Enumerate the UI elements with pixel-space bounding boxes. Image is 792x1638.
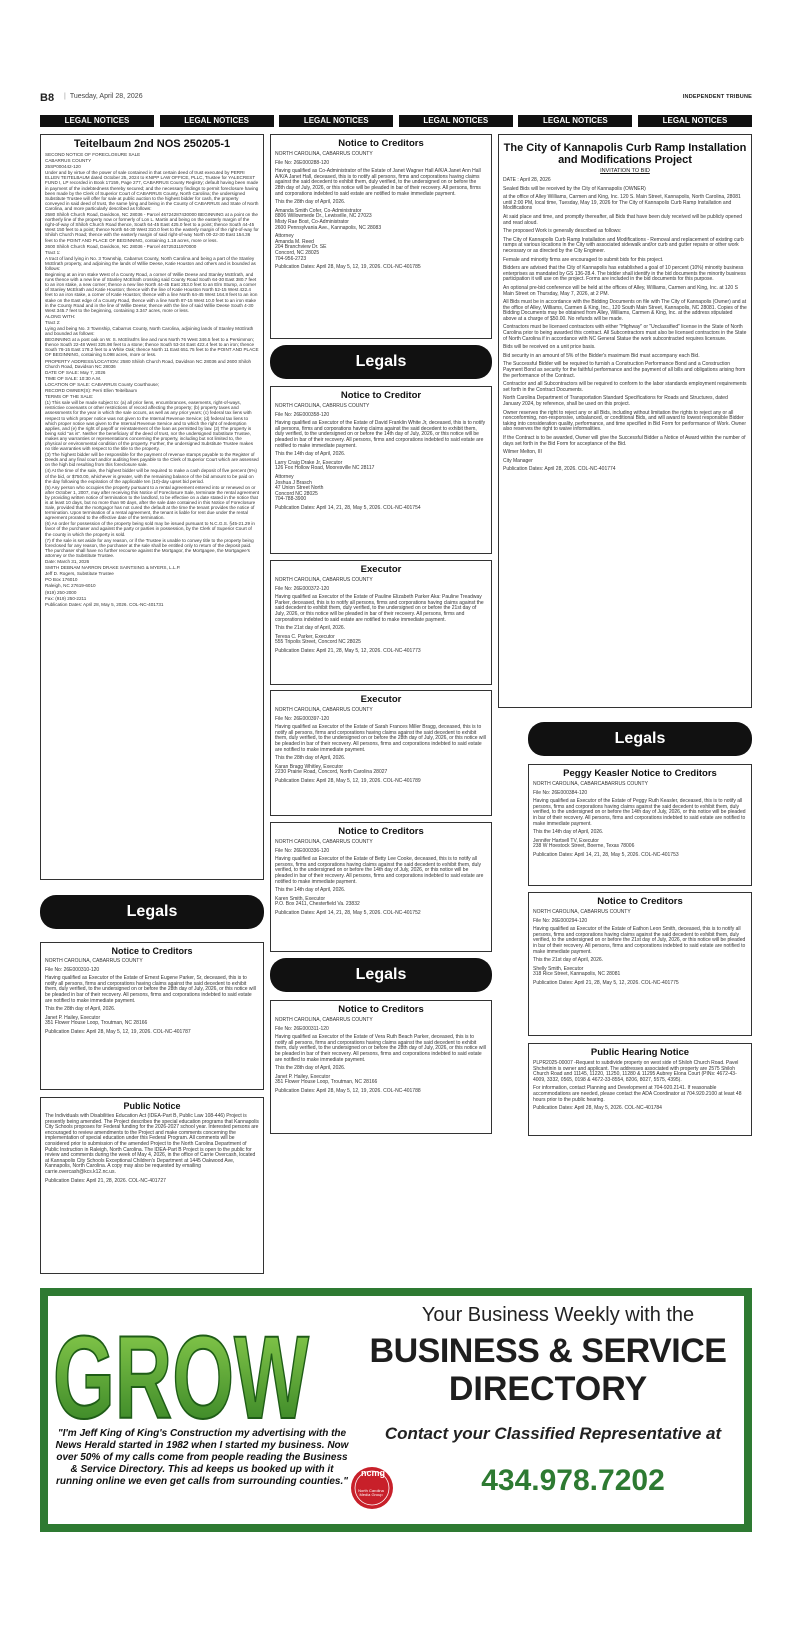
notice-paragraph: at the office of Alley Williams, Carmen and King, Inc. 120 S. Main Street, Kannapolis, North Carolina, 28081 until 2:00 PM, local time, Tuesday, May 19, 2026 for The City of Kannapolis Curb Ramp Installation and Modifications (503, 194, 741, 212)
notice-paragraph: File No: 26E000384-120 (533, 789, 588, 796)
notice-paragraph: NORTH CAROLINA, CABRRUS COUNTY (275, 403, 370, 409)
notice-paragraph: Janet P. Hailey, Executor 351 Flower House Loop, Troutman, NC 28166 (275, 1073, 378, 1086)
notice-paragraph: This the 21st day of April, 2026. (533, 957, 604, 964)
notice-body (45, 152, 259, 607)
notice-paragraph: Having qualified as Executor of the Estate of Ernest Eugene Parker, Sr, deceased, this is to notify all persons, firms and corporations having claims against the said decedent to exhibit them, duly verified, to the undersigned on or before the 28th day of July, 2026, or this notice will be pleaded in bar of their recovery. All persons, firms and corporations indebted to said estate are notified to make immediate payment. (45, 975, 256, 1004)
notice-paragraph: Teresa C. Parker, Executor 555 Tripolis Street, Concord NC 28025 (275, 633, 361, 646)
notice-body (275, 578, 487, 655)
notice-paragraph: Karan Bragg Whitley, Executor 2230 Prairie Road, Concord, North Carolina 28027 (275, 763, 388, 776)
notice-paragraph: NORTH CAROLINA, CABARRUS COUNTY (275, 839, 373, 845)
notice-body (45, 959, 259, 1036)
notice-paragraph: Jennifer Hartsell TV, Executor 238 W Hoestock Street, Boerne, Texas 78006 (533, 837, 635, 850)
notice-paragraph: NORTH CAROLINA, CABARRUS COUNTY (275, 151, 373, 157)
notice-paragraph: Jeff D. Rogers, Substitute Trustee (45, 571, 114, 577)
notice-paragraph: PROPERTY ADDRESS/LOCATION: 2580 Shiloh Church Road, Davidson NC 28036 and 2600 Shiloh Church Road, Davidson NC 28036 (45, 358, 252, 369)
creditor-notice (270, 386, 492, 554)
notice-paragraph: Raleigh, NC 27619-6010 (45, 583, 96, 589)
legal-notices-tab: LEGAL NOTICES (638, 115, 752, 127)
creditors-notice (270, 822, 492, 952)
notice-paragraph: Wilmer Melton, III (503, 449, 542, 456)
notice-paragraph: This the 14th day of April, 2026. (275, 887, 346, 894)
notice-paragraph: Amanda Smith Cofer, Co-Administrator 8806 Willowmede Dr., Lewisville, NC 27023 Misty Rae Bost, Co-Administrator 2600 Pennsylvania Ave., Kannapolis, NC 28083 (275, 207, 382, 231)
notice-paragraph: Having qualified as Executor of the Estate of David Franklin White Jr, deceased, this is to notify all persons, firms and corporations having claims against the said decedent to exhibit them, duly verified, to the undersigned on or before the 14th day of July, 2026, or this notice will be pleaded in bar of their recovery. All persons, firms and corporations indebted to said estate are notified to make immediate payment. (275, 420, 486, 449)
legals-banner: Legals (40, 895, 264, 929)
notice-paragraph: Publication Dates: April 21, 28, May 5, 12, 2026. COL-NC-401773 (275, 647, 421, 654)
notice-subtitle: INVITATION TO BID (600, 168, 650, 174)
notice-paragraph: Publication Dates: April 28, May 5, 12, 19, 2026. COL-NC-401785 (275, 264, 421, 271)
notice-paragraph: Publication Dates: April 28, May 5, 12, 19, 2026. COL-NC-401788 (275, 1087, 421, 1094)
notice-paragraph: Having qualified as Executor of the Estate of Pauline Elizabeth Parker Aka: Pauline Treadway Parker, deceased, this is to notify all persons, firms and corporations having claims against the said decedent to exhibit them, duly verified, to the undersigned on or before the 21st day of July, 2026, or this notice will be pleaded in bar of their recovery. All persons, firms and corporations indebted to said estate are notified to make immediate payment. (275, 594, 484, 623)
notice-paragraph: 2580 Shiloh Church Road, Davidson, NC 28036 - Parcel 46724287430000 BEGINNING at a point on the northerly line of the property now or formerly of Lon L. Martin and being on the easterly margin of the right-of-way of Shiloh Church Road thence, South 64-45 East 425.0 feet to a point; thence South 44-45 West 150 feet to a point; thence North 64-30 West 310.0 feet to the easterly margin of the right-of-way for Shiloh Church Road; thence with the easterly margin of said right-of-way North 00-22-30 East 154.36 feet to the POINT AND PLACE OF BEGINNING, containing 1.18 acres, more or less. (45, 212, 259, 243)
notice-title: Peggy Keasler Notice to Creditors (563, 768, 717, 779)
notice-paragraph: File No: 26E000336-120 (275, 847, 330, 854)
notice-paragraph: NORTH CAROLINA, CABARRUS COUNTY (533, 909, 631, 915)
notice-paragraph: File No: 26E000310-120 (45, 966, 100, 973)
notice-paragraph: (919) 250-2000 (45, 589, 77, 595)
notice-paragraph: SECOND NOTICE OF FORECLOSURE SALE (45, 152, 141, 157)
notice-paragraph: A tract of land lying in No. 3 Township, Cabarrus County, North Carolina and being a part of the Stanley McElrath property, and adjoining the lands of Willie Deese, Katie Houston and others and is bounded as follows: (45, 255, 256, 271)
notice-paragraph: Having qualified as Executor of the Estate of Sarah Frances Miller Bragg, deceased, this is to notify all persons, firms and corporations having claims against the said decedent to exhibit them, duly verified, to the undersigned on or before the 28th day of July, 2026, or this notice will be pleaded in bar of their recovery. All persons, firms and corporations indebted to said estate are notified to make immediate payment. (275, 724, 486, 753)
creditors-notice (270, 134, 492, 339)
notice-paragraph: (7) If the sale is set aside for any reason, or if the Trustee is unable to convey title to the property being foreclosed for any reason, the purchaser at the sale shall be entitled only to return of the deposit paid. The purchaser shall have no further recourse against the Mortgagor, the Mortgagee, the Mortgagee's attorney or the Substitute Trustee. (45, 537, 254, 558)
notice-paragraph: Publication Dates: April 28, 2026. COL-NC-401774 (503, 466, 616, 473)
page-header (40, 92, 752, 106)
notice-paragraph: This the 28th day of April, 2026. (275, 755, 346, 762)
ad-heading-line2: DIRECTORY (448, 1370, 648, 1408)
notice-paragraph: Publication Dates: April 14, 21, 28, May 5, 2026. COL-NC-401752 (275, 909, 421, 916)
notice-paragraph: (1) This sale will be made subject to: (a) all prior liens, encumbrances, easements, right-of-ways, restrictive covenants or other restrictions of record affecting the property; (b) property taxes and assessments for the year in which the sale occurs, as well as any prior years; (c) federal tax liens with respect to which proper notice was not given to the Internal Revenue Service; (d) federal tax liens to which proper notice was given to the Internal Revenue Service and to which the right of redemption applies, and (e) the right of payoff or reinstatement of the loan as permitted by law. (2) The property is being sold "as is". Neither the beneficiary of the deed of trust, nor the undersigned Substitute Trustee, makes any warranties or representations concerning the property, including but not limited to, the physical or environmental condition of the property. Further, the undersigned Substitute Trustee makes no title warranties with respect to the title to the property. (45, 400, 254, 452)
page-number: B8 (40, 92, 55, 104)
grow-headline: GROW (53, 1312, 310, 1438)
notice-paragraph: Publication Dates: April 14, 21, 28, May 5, 2026. COL-NC-401754 (275, 504, 421, 511)
notice-paragraph: The proposed Work is generally described as follows: (503, 228, 622, 235)
notice-paragraph: Sealed Bids will be received by the City of Kannapolis (OWNER) (503, 185, 646, 192)
notice-paragraph: Publication Dates: April 14, 21, 28, May 5, 2026. COL-NC-401753 (533, 851, 679, 858)
notice-paragraph: Tract 2: (45, 319, 61, 325)
notice-paragraph: Owner reserves the right to reject any or all Bids, including without limitation the rights to reject any or all nonconforming, non-responsive, unbalanced, or conditional Bids, and will award to lowest responsible Bidder taking into consideration quality, performance, and time specified in Bid Form for performance of Work. Owner also reserves the right to waive informalities. (503, 409, 746, 433)
notice-paragraph: DATE OF SALE: May 7, 2026 (45, 369, 106, 375)
notice-paragraph: An optional pre-bid conference will be held at the offices of Alley, Williams, Carmen and King, Inc. at 120 S Main Street on Thursday, May 7, 2026, at 2 PM. (503, 284, 738, 297)
notice-body (275, 708, 487, 785)
notice-paragraph: PLPR2025-00007 -Request to subdivide property on west side of Shiloh Church Road. Pavel Shchetinin is owner and applicant. The addresses associated with property are 2575 Shiloh Church Road and 11145, 11220, 11250, 11280 & 11295 Aubrey Elona Court (PINs: 4672-43-4009, 3332, 0565, 0198 & 4672-33-8554, 8206, 8027, 5575, 4395). (533, 1060, 739, 1083)
notice-paragraph: File No: 26E000294-120 (533, 917, 588, 924)
ad-tagline: Your Business Weekly with the (421, 1304, 695, 1326)
notice-title: Notice to Creditors (597, 896, 683, 907)
notice-paragraph: File No: 26E000288-120 (275, 159, 330, 166)
notice-body (503, 178, 747, 473)
notice-paragraph: (6) An order for possession of the property being sold may be issued pursuant to N.C.G.S. §45-21.29 in favor of the purchaser and against the party or parties in possession, by the Clerk of Superior Court of the county in which the property is sold. (45, 521, 255, 537)
section-tabs (40, 115, 752, 127)
notice-paragraph: Lying and being No. 3 Township, Cabarrus County, North Carolina, adjoining lands of Stanley McElrath and bounded as follows: (45, 326, 254, 337)
legal-notices-tab: LEGAL NOTICES (279, 115, 393, 127)
ncmg-logo-text: ncmg (360, 1468, 385, 1478)
notice-body (275, 404, 487, 512)
notice-paragraph: Tract 1: (45, 249, 61, 255)
notice-paragraph: Having qualified as Executor of the Estate of Eathon Leon Smith, deceased, this is to notify all persons, firms and corporations having claims against the said decedent to exhibit them, duly verified, to the undersigned on or before the 21st day of July, 2026, or this notice will be pleaded in bar of their recovery. All persons, firms and corporations indebted to said estate are notified to make immediate payment. (533, 926, 746, 955)
legals-banner: Legals (270, 345, 492, 379)
notice-paragraph: 25SP000442-120 (45, 164, 81, 170)
notice-paragraph: Publication Dates: April 28, May 5, 12, 19, 2026. COL-NC-401787 (45, 1028, 191, 1035)
notice-paragraph: NORTH CAROLINA, CABARRUS COUNTY (275, 707, 373, 713)
notice-paragraph: Publication Dates: April 28, May 5, 2026. COL-NC-401731 (45, 601, 164, 607)
creditors-notice (270, 1000, 492, 1134)
legals-banner: Legals (270, 958, 492, 992)
notice-title: Notice to Creditors (111, 946, 193, 956)
notice-paragraph: Attorney Amanda M. Reed 204 Branchview Dr. SE Concord, NC 28025 704-956-2723 (275, 233, 327, 262)
notice-paragraph: NORTH CAROLINA, CABARRUS COUNTY (275, 577, 373, 583)
legals-banner: Legals (528, 722, 752, 756)
notice-paragraph: Beginning at an iron stake West of a County Road, a corner of Willie Deese and Stanley McElrath, and runs thence with a new line of Stanley McElrath crossing said County Road South 64-30 East 380.7 feet to an iron stake, a new corner; thence a new line North 44-45 East 253.0 feet to an Elm Stump, a corner of Stanley McElrath and Katie Houston; thence with the line of Katie Houston North 52-15 West 422.4 feet to an iron stake, a corner of Katie Houston; thence with a line North 64-45 West 164.8 feet to an iron stake on the East edge of a County Road, thence with a line North 87-15 West 10.0 feet to an iron stake in the County Road and in the line of Willie Deese; thence with the line of said Willie Deese South 4-30 West 345.7 feet to the beginning, containing 3.347 acres, more or less. (45, 272, 258, 313)
notice-title: The City of Kannapolis Curb Ramp Installation and Modifications Project (503, 142, 747, 166)
notice-paragraph: Attorney Joshua J Brasch 47 Union Street North Concord NC 28025 704-788-3900 (275, 473, 324, 503)
notice-title: Notice to Creditors (338, 826, 424, 837)
notice-paragraph: RECORD OWNER(S): Perri Ellen Teitelbaum (45, 388, 138, 394)
ad-heading-line1: BUSINESS & SERVICE (369, 1332, 727, 1370)
notice-title: Public Hearing Notice (590, 1047, 690, 1058)
notice-paragraph: North Carolina Department of Transportation Standard Specifications for Roads and Structures, dated January 2024, by reference, shall be used on this project. (503, 395, 728, 407)
public-notice (40, 1097, 264, 1274)
notice-paragraph: (5) Any person who occupies the property pursuant to a rental agreement entered into or renewed on or after October 1, 2007, may after receiving this Notice of Foreclosure Sale, terminate the rental agreement by providing written notice of termination to the landlord, to be effective on a date stated in the notice that is at least 10 days, but no more than 90 days, after the sale date contained in this Notice of Foreclosure Sale, provided that the mortgagor has not cured the default at the time the tenant provides the notice of termination. Upon termination of a rental agreement, the tenant is liable for rent due under the rental agreement prorated to the effective date of the termination. (45, 484, 259, 521)
notice-paragraph: NORTH CAROLINA, CABARRUS COUNTY (45, 958, 143, 964)
notice-paragraph: Having qualified as Executor of the Estate of Betty Lee Cooke, deceased, this is to notify all persons, firms and corporations having claims against the said decedent to exhibit them, duly verified, to the undersigned on or before the 14th day of July, 2026, or this notice will be pleaded in bar of their recovery. All persons, firms and corporations indebted to said estate are notified to make immediate payment. (275, 856, 484, 885)
notice-paragraph: File No: 26E000311-120 (275, 1025, 329, 1032)
notice-body (275, 152, 487, 271)
notice-paragraph: At said place and time, and promptly thereafter, all Bids that have been duly received will be publicly opened and read aloud. (503, 213, 743, 226)
notice-paragraph: Contractors must be licensed contractors with either "Highway" or "Unclassified" license in the State of North Carolina prior to being awarded this contract. All Subcontractors must also be licensed contractors in the State of North Carolina if in accordance with NC General Statue the work subcontracted requires licensure. (503, 324, 747, 342)
notice-paragraph: Publication Dates: April 28, May 5, 12, 19, 2026. COL-NC-401789 (275, 777, 421, 784)
notice-body (45, 1114, 259, 1184)
publication-name: INDEPENDENT TRIBUNE (682, 94, 752, 100)
notice-paragraph: PO Box 176010 (45, 577, 78, 583)
notice-paragraph: ALONG WITH: (45, 313, 76, 319)
notice-paragraph: Shelly Smith, Executor 318 Rice Street, Kannapolis, NC 28081 (533, 965, 621, 978)
notice-title: Executor (360, 564, 402, 575)
notice-paragraph: All Bids must be in accordance with the Bidding Documents on file with The City of Kannapolis (Owner) and at the office of Alley, Williams, Carmen & King, Inc., 120 South Main Street, Kannapolis, NC 28081. Copies of the Bidding Documents may be obtained from Alley, Williams, Carmen & King, Inc. at the address stipulated above at a charge of $50.00. No refunds will be made. (503, 299, 747, 322)
notice-title: Notice to Creditors (338, 1004, 424, 1015)
business-directory-ad (40, 1288, 752, 1532)
notice-title: Notice to Creditor (340, 390, 422, 401)
legal-notices-tab: LEGAL NOTICES (160, 115, 274, 127)
creditors-notice (40, 942, 264, 1090)
legal-notices-tab: LEGAL NOTICES (518, 115, 632, 127)
issue-date: | Tuesday, April 28, 2026 (64, 93, 143, 100)
notice-paragraph: Bidders are advised that the City of Kannapolis has established a goal of 10 percent (10%) minority business enterprises as mandated by GS 136-28.4. The bidder shall identify in the bid documents the minority business participation it will use on the project. Forms are included in the bid documents for this purpose. (503, 265, 746, 283)
legal-notices-tab: LEGAL NOTICES (399, 115, 513, 127)
notice-paragraph: (3) The highest bidder will be responsible for the payment of revenue stamps payable to the Register of Deeds and any final court and/or auditing fees payable to the Clerk of Superior Court which are assessed on the high bid resulting from this foreclosure sale. (45, 452, 259, 468)
notice-paragraph: Fax: (919) 250-2211 (45, 595, 87, 601)
ad-contact-line: Contact your Classified Representative at (384, 1424, 722, 1443)
notice-paragraph: Date: March 31, 2026 (45, 559, 90, 565)
notice-paragraph: Having qualified as Executor of the Estate of Peggy Ruth Keasler, deceased, this is to notify all persons, firms and corporations having claims against the said decedent to exhibit them, duly verified, to the undersigned on or before the 14th day of July, 2026, or this notice will be pleaded in bar of their recovery. All persons, firms and corporations indebted to said estate are notified to make immediate payment. (533, 798, 746, 827)
notice-paragraph: For information, contact Planning and Development at 704-920.2141. If reasonable accommodations are needed, please contact the ADA Coordinator at 704.920.2100 at least 48 hours prior to the public hearing. (533, 1085, 742, 1103)
notice-paragraph: This the 28th day of April, 2026. (45, 1006, 116, 1013)
notice-paragraph: TERMS OF THE SALE: (45, 394, 94, 400)
creditors-notice (528, 892, 752, 1036)
notice-paragraph: City Manager (503, 457, 533, 464)
foreclosure-notice (40, 134, 264, 880)
notice-paragraph: Having qualified as Co-Administrator of the Estate of Janet Wagner Hall A/K/A Janet Ann Hall A/K/A Janet Hall, deceased, this is to notify all persons, firms and corporations having claims against the said decedent to exhibit them, duly verified, to the undersigned on or before the 28th day of July, 2026, or this notice will be pleaded in bar of their recovery. All persons, firms and corporations indebted to said estate are notified to make immediate payment. (275, 168, 481, 197)
notice-title: Teitelbaum 2nd NOS 250205-1 (73, 138, 231, 150)
notice-paragraph: This the 28th day of April, 2026. (275, 1065, 346, 1072)
grow-leaf-logo (48, 1298, 314, 1438)
notice-paragraph: Publication Dates: April 28, May 5, 2026. COL-NC-401784 (533, 1105, 662, 1112)
executor-notice (270, 690, 492, 816)
invitation-to-bid-notice (498, 134, 752, 708)
notice-body (533, 910, 747, 987)
ncmg-logo-subtext: North Carolina Media Group (358, 1488, 384, 1498)
notice-paragraph: File No: 26E000358-120 (275, 411, 330, 418)
notice-paragraph: If the Contract is to be awarded, Owner will give the Successful Bidder a Notice of Award within the number of days set forth in the Bid Form for acceptance of the Bid. (503, 434, 746, 447)
notice-paragraph: NORTH CAROLINA, CABARCABARRUS COUNTY (533, 781, 648, 787)
notice-paragraph: Bids will be received on a unit price basis. (503, 344, 596, 351)
notice-paragraph: File No: 26E000372-120 (275, 585, 330, 592)
notice-paragraph: Having qualified as Executor of the Estate of Vera Ruth Beach Parker, deceased, this is to notify all persons, firms and corporations having claims against the said decedent to exhibit them, duly verified, to the undersigned on or before the 28th day of July, 2026, or this notice will be pleaded in bar of their recovery. All persons, firms and corporations indebted to said estate are notified to make immediate payment. (275, 1034, 486, 1063)
notice-title: Notice to Creditors (338, 138, 424, 149)
notice-paragraph: SMITH DEBNAM NARRON DRAKE SAINTSING & MYERS, L.L.P. (45, 565, 181, 571)
notice-paragraph: BEGINNING at a post oak on W. S. McElrath's line and runs North 76 West 346.5 feet to a Persimmon; thence South 22-48 West 325.98 feet to a stone; thence South 53-34 East 422.4 feet to an iron; thence South 78-15 East 178.2 feet to a White Oak; thence North 11 East 651.75 feet to the POINT AND PLACE OF BEGINNING, containing 5.098 acres, more or less. (45, 337, 259, 358)
notice-paragraph: Publication Dates: April 21, 28, 2026. COL-NC-401727 (45, 1177, 166, 1184)
notice-paragraph: The Individuals with Disabilities Education Act (IDEA-Part B, Public Law 108-446) Project is presently being amended. The Project describes the special education programs that Kannapolis City Schools proposes for Federal funding for the 2026-2027 school year. Interested persons are encouraged to review amendments to the Project and make comments concerning the implementation of special education under this Federal Program. All comments will be considered prior to submission of the amended Project to the North Carolina Department of Public Instruction in Raleigh, North Carolina. The IDEA-Part B Project is open to the public for review and comments during the week of May 4, 2026, in the office of Carrie Overcash, located at Kannapolis City Schools Exceptional Children's Department at 1445 Oakwood Ave, Kannapolis, North Carolina. A copy may also be requested by emailing carrie.overcash@kcs.k12.nc.us. (45, 1113, 259, 1175)
notice-paragraph: (4) At the time of the sale, the highest bidder will be required to make a cash deposit of five percent (5%) of the bid, or $750.00, whichever is greater, with the remaining balance of the bid amount to be paid on the day following the expiration of the applicable ten (10)-day upset bid period. (45, 468, 257, 484)
notice-paragraph: The Successful Bidder will be required to furnish a Construction Performance Bond and a Construction Payment Bond as security for the faithful performance and the payment of all bills and obligations arising from the performance of the Contract. (503, 361, 746, 379)
testimonial-quote: "I'm Jeff King of King's Construction my advertising with the News Herald started in 1982 when I started my business. Now over 50% of my calls come from people reading the Business & Service Directory. This ad keeps us booked up with it running online we even get calls from surrounding counties." (55, 1428, 349, 1487)
notice-body (533, 782, 747, 859)
notice-paragraph: This the 14th day of April, 2026. (275, 451, 346, 458)
notice-paragraph: Female and minority firms are encouraged to submit bids for this project. (503, 256, 664, 263)
notice-title: Executor (360, 694, 402, 705)
notice-paragraph: Larry Craig Drake Jr, Executor 126 Fox Hollow Road, Mooresville NC 28117 (275, 459, 375, 472)
notice-paragraph: CABARRUS COUNTY (45, 158, 92, 164)
notice-paragraph: Janet P. Hailey, Executor 351 Flower House Loop, Troutman, NC 28166 (45, 1014, 148, 1027)
notice-paragraph: NORTH CAROLINA, CABARRUS COUNTY (275, 1017, 373, 1023)
executor-notice (270, 560, 492, 685)
notice-paragraph: 2600 Shiloh Church Road, Davidson, NC 28036 - Parcel 46725311970000 (45, 243, 197, 249)
notice-body (533, 1061, 747, 1112)
notice-paragraph: LOCATION OF SALE: CABARRUS County Courthouse; (45, 381, 160, 387)
notice-title: Public Notice (123, 1101, 181, 1111)
notice-paragraph: TIME OF SALE: 10:30 A.M. (45, 375, 102, 381)
notice-paragraph: The City of Kannapolis Curb Ramp Installation and Modifications - Removal and replacement of existing curb ramps at various locations in the City with associated sidewalk and/or curb and gutter repairs or other work necessary or as directed by the City Engineer. (503, 236, 744, 254)
notice-paragraph: This the 14th day of April, 2026. (533, 829, 604, 836)
notice-paragraph: File No: 26E000397-120 (275, 715, 330, 722)
notice-paragraph: This the 21st day of April, 2026. (275, 625, 346, 632)
notice-paragraph: Under and by virtue of the power of sale contained in that certain deed of trust executed by PERRI ELLEN TEITELBAUM dated October 25, 2024 to KNIPP LAW OFFICE, PLLC, Trustee for YALECREST FUND I, LP recorded in Book 17159, Page 277, CABARRUS County Registry; default having been made in payment of the indebtedness thereby secured; and the necessary findings to permit foreclosure having been made by the Clerk of Superior Court of CABARRUS County, North Carolina; the undersigned Substitute Trustee will offer for sale at public auction to the highest bidder for cash, the property conveyed in said deed of trust, the same lying and being in the County of CABARRUS and State of North Carolina, and more particularly described as follows: (45, 170, 259, 211)
legal-notices-tab: LEGAL NOTICES (40, 115, 154, 127)
notice-paragraph: Karen Smith, Executor P.O. Box 2411, Chesterfield Va. 23832 (275, 895, 360, 908)
notice-paragraph: This the 28th day of April, 2026. (275, 199, 346, 206)
phone-number[interactable]: 434.978.7202 (481, 1464, 665, 1497)
notice-body (275, 1018, 487, 1095)
notice-paragraph: Publication Dates: April 21, 28, May 5, 12, 2026. COL-NC-401775 (533, 979, 679, 986)
notice-body (275, 840, 487, 917)
notice-paragraph: Contractor and all Subcontractors will be required to conform to the labor standards employment requirements set forth in the Contract Documents. (503, 381, 747, 393)
public-hearing-notice (528, 1043, 752, 1136)
notice-paragraph: Bid security in an amount of 5% of the Bidder's maximum Bid must accompany each Bid. (503, 352, 700, 359)
notice-paragraph: DATE : April 28, 2026 (503, 177, 551, 183)
ad-panel (48, 1296, 744, 1524)
creditors-notice (528, 764, 752, 886)
